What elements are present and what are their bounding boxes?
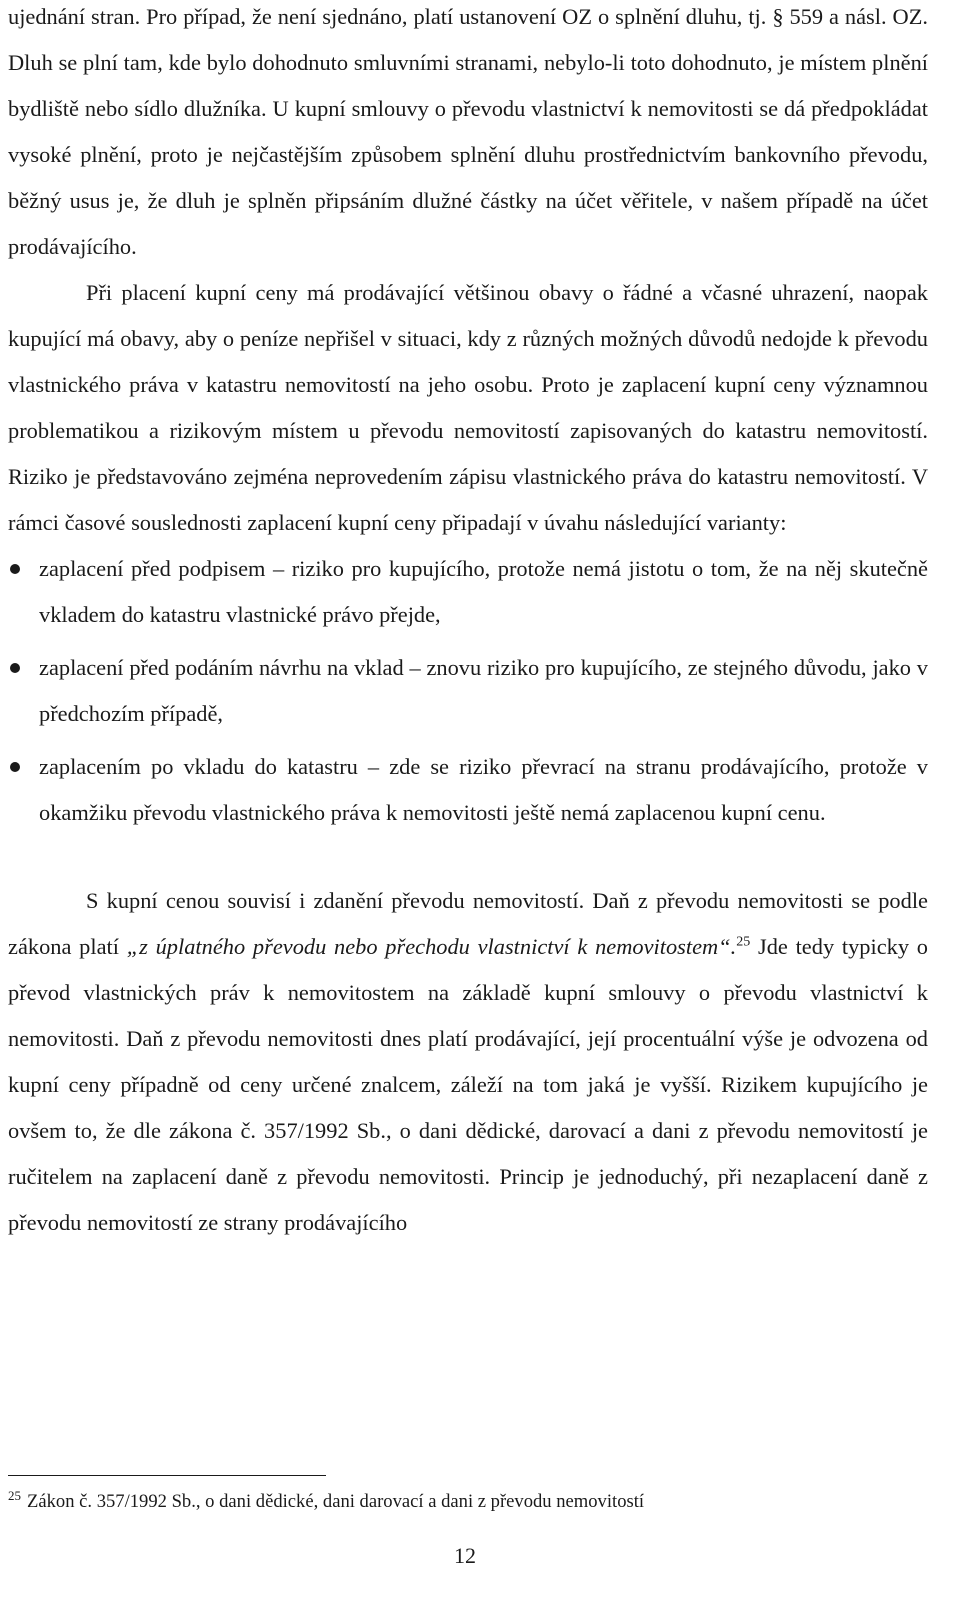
- paragraph-3-text-end: Jde tedy typicky o převod vlastnických práv k nemovitostem na základě kupní smlouvy o převodu vlastnictví k nemovitosti. Daň z převodu nemovitosti dnes platí prodávající, její procentuální výše je odvozena od kupní ceny případně od ceny určené znalcem, záleží na tom jaká je vyšší. Rizikem kupujícího je ovšem to, že dle zákona č. 357/1992 Sb., o dani dědické, darovací a dani z převodu nemovitostí je ručitelem na zaplacení daně z převodu nemovitosti. Princip je jednoduchý, při nezaplacení daně z převodu nemovitostí ze strany prodávajícího: [8, 934, 928, 1235]
- list-item: [8, 645, 928, 737]
- footnote-reference[interactable]: 25: [736, 934, 751, 950]
- bullet-icon: [10, 564, 20, 574]
- page-number: 12: [454, 1543, 476, 1568]
- footnote-text: Zákon č. 357/1992 Sb., o dani dědické, dani darovací a dani z převodu nemovitostí: [27, 1491, 645, 1512]
- paragraph-1: [8, 0, 928, 270]
- bullet-icon: [10, 663, 20, 673]
- list-item-text: zaplacením po vkladu do katastru – zde se riziko převrací na stranu prodávajícího, protože v okamžiku převodu vlastnického práva k nemovitosti ještě nemá zaplacenou kupní cenu.: [39, 754, 928, 825]
- list-item-text: zaplacení před podpisem – riziko pro kupujícího, protože nemá jistotu o tom, že na něj skutečně vkladem do katastru vlastnické právo přejde,: [39, 556, 928, 627]
- document-page: [8, 0, 928, 1246]
- footnote-separator: [8, 1475, 326, 1476]
- list-item: [8, 546, 928, 638]
- list-item: [8, 744, 928, 836]
- bullet-icon: [10, 762, 20, 772]
- paragraph-1-text: ujednání stran. Pro případ, že není sjednáno, platí ustanovení OZ o splnění dluhu, tj. § 559 a násl. OZ. Dluh se plní tam, kde bylo dohodnuto smluvními stranami, nebylo-li toto dohodnuto, je místem plnění bydliště nebo sídlo dlužníka. U kupní smlouvy o převodu vlastnictví k nemovitosti se dá předpokládat vysoké plnění, proto je nejčastějším způsobem splnění dluhu prostřednictvím bankovního převodu, běžný usus je, že dluh je splněn připsáním dlužné částky na účet věřitele, v našem případě na účet prodávajícího.: [8, 4, 928, 259]
- list-item-text: zaplacení před podáním návrhu na vklad – znovu riziko pro kupujícího, ze stejného důvodu, jako v předchozím případě,: [39, 655, 928, 726]
- paragraph-2-text: Při placení kupní ceny má prodávající většinou obavy o řádné a včasné uhrazení, naopak kupující má obavy, aby o peníze nepřišel v situaci, kdy z různých možných důvodů nedojde k převodu vlastnického práva v katastru nemovitostí na jeho osobu. Proto je zaplacení kupní ceny významnou problematikou a rizikovým místem u převodu nemovitostí zapisovaných do katastru nemovitostí. Riziko je představováno zejména neprovedením zápisu vlastnického práva do katastru nemovitostí. V rámci časové souslednosti zaplacení kupní ceny připadají v úvahu následující varianty:: [8, 280, 928, 535]
- paragraph-3-text-start: S kupní cenou souvisí i zdanění převodu nemovitostí. Daň z převodu nemovitosti se podle zákona platí: [8, 888, 928, 959]
- footnote-number: 25: [8, 1487, 21, 1503]
- footnote: [8, 1487, 645, 1513]
- paragraph-2: [8, 270, 928, 546]
- paragraph-3: [8, 878, 928, 1246]
- law-quote: „z úplatného převodu nebo přechodu vlastnictví k nemovitostem“.: [126, 934, 737, 959]
- payment-variants-list: [8, 546, 928, 836]
